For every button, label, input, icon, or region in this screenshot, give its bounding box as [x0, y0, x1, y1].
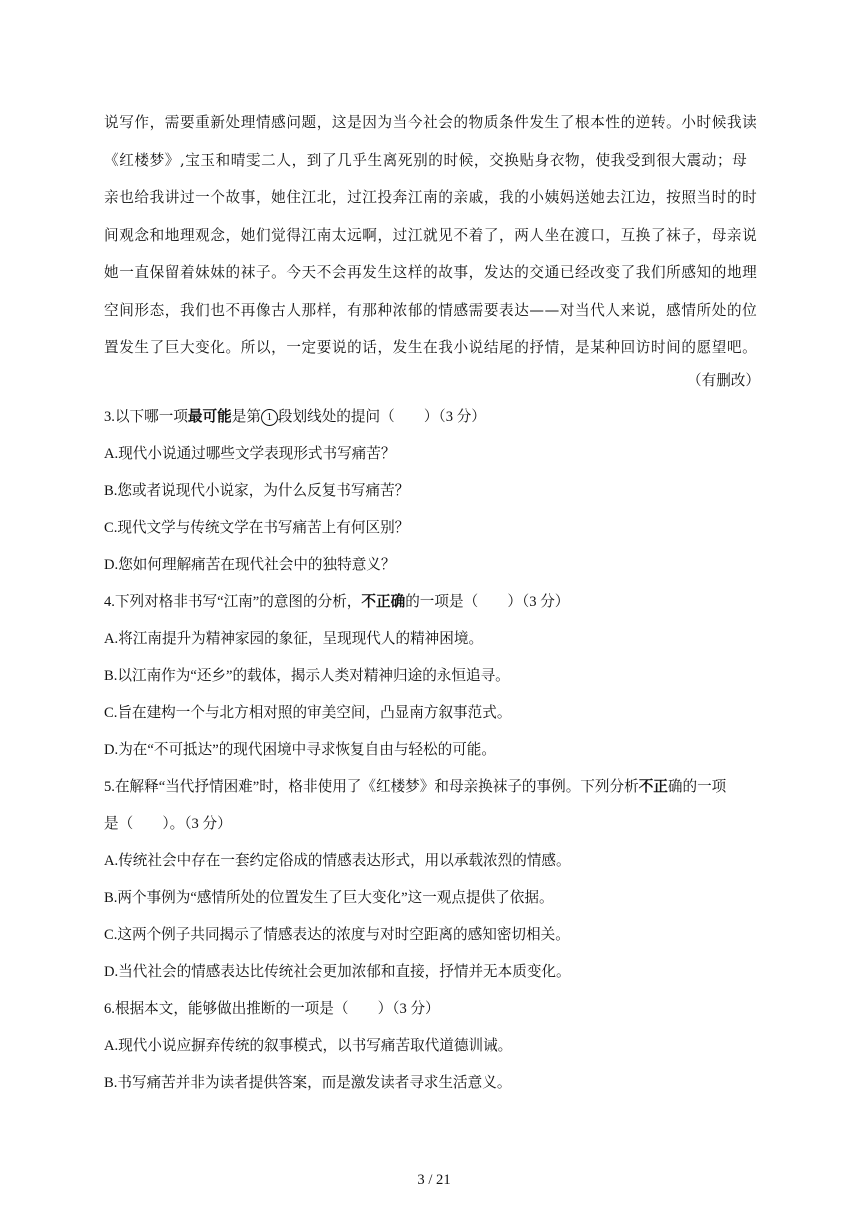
stem-text: 3.以下哪一项	[104, 409, 188, 425]
question-5-stem-cont: 是（ ）。（3 分）	[104, 816, 232, 832]
stem-emphasis: 最可能	[187, 409, 232, 425]
option-c: C.这两个例子共同揭示了情感表达的浓度与对时空距离的感知密切相关。	[104, 927, 570, 943]
option-d: D.当代社会的情感表达比传统社会更加浓郁和直接，抒情并无本质变化。	[104, 964, 571, 980]
circled-number: 1	[261, 409, 278, 426]
option-c: C.旨在建构一个与北方相对照的审美空间，凸显南方叙事范式。	[104, 705, 512, 721]
passage-line: 说写作，需要重新处理情感问题，这是因为当今社会的物质条件发生了根本性的逆转。小时候我读	[104, 114, 758, 131]
passage	[104, 108, 764, 371]
edit-note: （有删改）	[687, 372, 760, 389]
passage-line: 间观念和地理观念，她们觉得江南太远啊，过江就见不着了，两人坐在渡口，互换了袜子，母亲说	[104, 226, 758, 244]
stem-emphasis: 不正确	[361, 594, 406, 610]
option-d: D.您如何理解痛苦在现代社会中的独特意义？	[104, 557, 396, 573]
option-a: A.将江南提升为精神家园的象征，呈现现代人的精神困境。	[104, 631, 484, 647]
option-a: A.现代小说通过哪些文学表现形式书写痛苦？	[104, 446, 396, 462]
stem-text: 段划线处的提问（ ）（3 分）	[277, 409, 486, 425]
passage-line: 空间形态，我们也不再像古人那样，有那种浓郁的情感需要表达——对当代人来说，感情所处的位	[104, 301, 758, 319]
option-b: B.两个事例为“感情所处的位置发生了巨大变化”这一观点提供了依据。	[104, 890, 554, 906]
stem-text: 确的一项	[667, 779, 727, 795]
passage-line: 她一直保留着妹妹的袜子。今天不会再发生这样的故事，发达的交通已经改变了我们所感知的地理	[104, 264, 758, 281]
stem-text: 的一项是（ ）（3 分）	[405, 594, 570, 610]
passage-line: 置发生了巨大变化。所以，一定要说的话，发生在我小说结尾的抒情，是某种回访时间的愿望吧。	[104, 339, 758, 356]
stem-emphasis: 不正	[638, 779, 668, 795]
passage-line: 《红楼梦》,宝玉和晴雯二人，到了几乎生离死别的时候，交换贴身衣物，使我受到很大震动；母	[104, 151, 748, 169]
option-b: B.书写痛苦并非为读者提供答案，而是激发读者寻求生活意义。	[104, 1075, 512, 1091]
question-4-stem	[104, 587, 768, 624]
stem-text: 4.下列对格非书写“江南”的意图的分析，	[104, 594, 362, 610]
option-a: A.现代小说应摒弃传统的叙事模式，以书写痛苦取代道德训诫。	[104, 1038, 513, 1054]
question-6-stem: 6.根据本文，能够做出推断的一项是（ ）（3 分）	[104, 1001, 440, 1017]
option-c: C.现代文学与传统文学在书写痛苦上有何区别？	[104, 520, 410, 536]
option-b: B.以江南作为“还乡”的载体，揭示人类对精神归途的永恒追寻。	[104, 668, 510, 684]
questions	[104, 402, 768, 1105]
passage-line: 亲也给我讲过一个故事，她住江北，过江投奔江南的亲戚，我的小姨妈送她去江边，按照当时的时	[104, 189, 758, 206]
option-b: B.您或者说现代小说家，为什么反复书写痛苦？	[104, 483, 410, 499]
option-a: A.传统社会中存在一套约定俗成的情感表达形式，用以承载浓烈的情感。	[104, 853, 571, 869]
question-5-stem	[104, 772, 768, 809]
option-d: D.为在“不可抵达”的现代困境中寻求恢复自由与轻松的可能。	[104, 742, 496, 758]
stem-text: 5.在解释“当代抒情困难”时，格非使用了《红楼梦》和母亲换袜子的事例。下列分析	[104, 779, 639, 795]
stem-text: 是第	[231, 409, 261, 425]
question-3-stem	[104, 402, 768, 439]
page-number: 3 / 21	[417, 1172, 451, 1188]
